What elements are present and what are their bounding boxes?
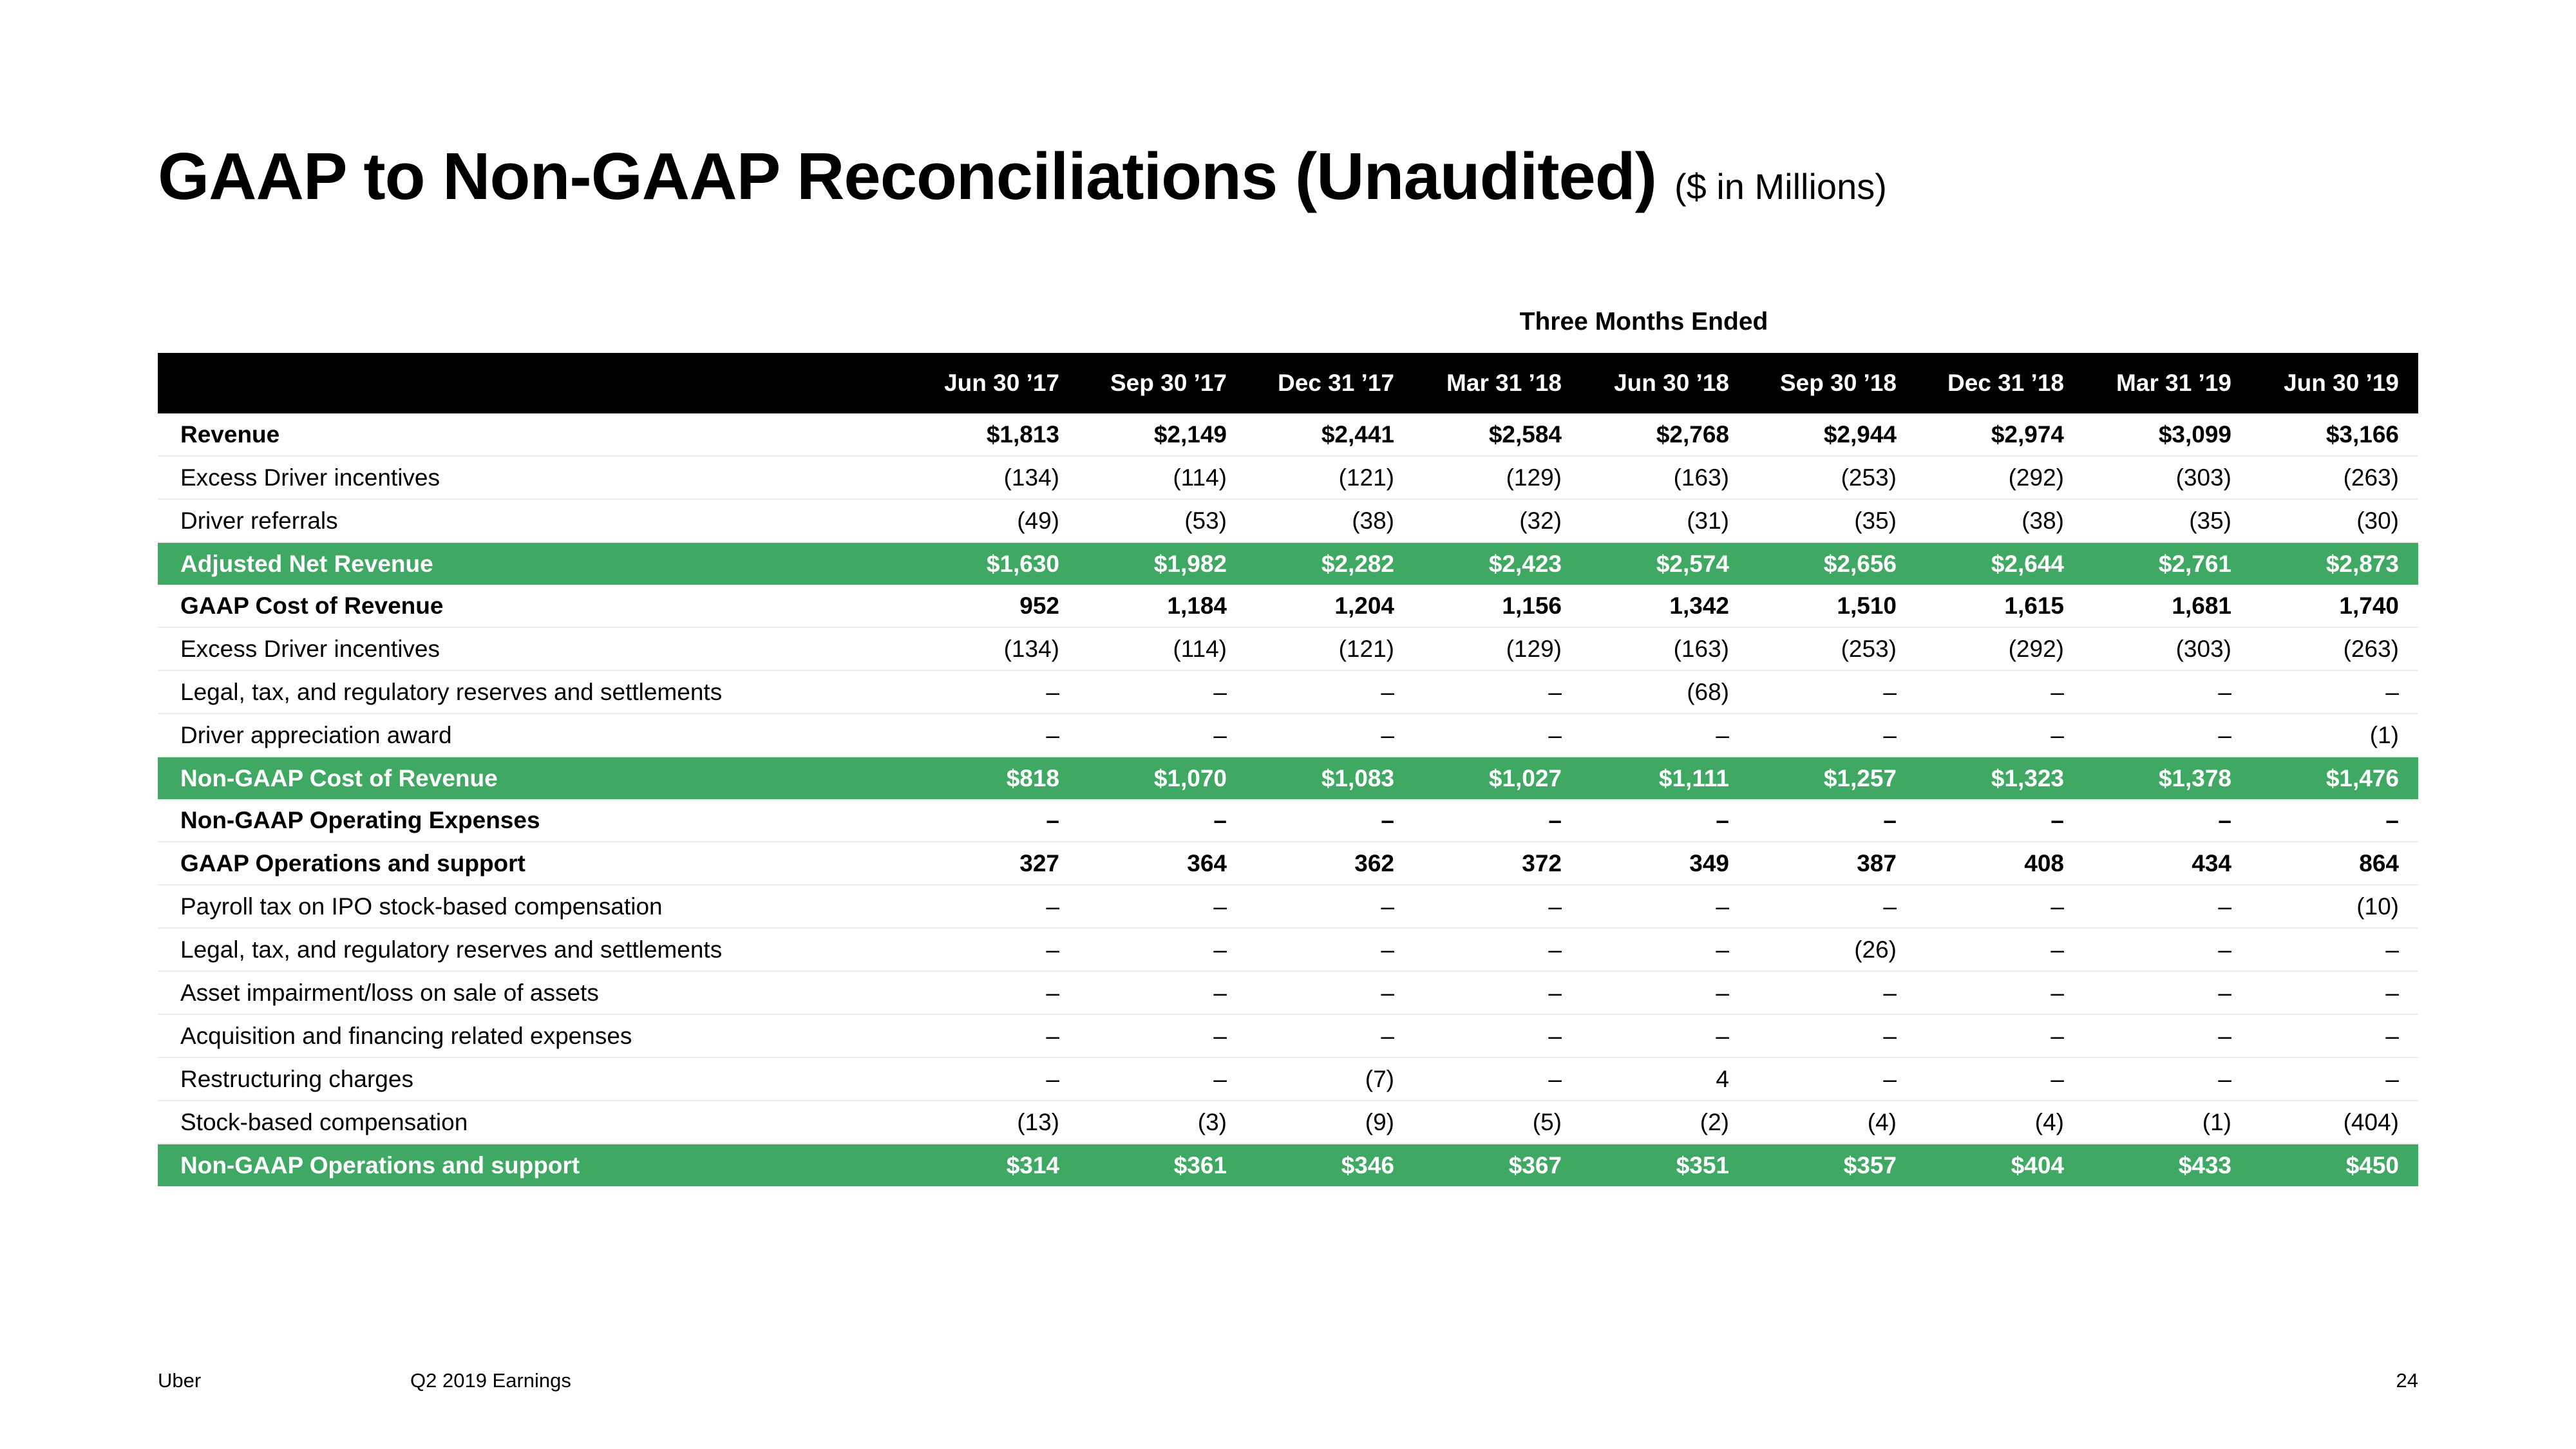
cell-value: $2,574 (1581, 542, 1748, 585)
cell-value: – (2251, 1014, 2418, 1057)
cell-value: 1,740 (2251, 585, 2418, 627)
cell-value: – (1414, 1014, 1581, 1057)
slide-header (158, 138, 1887, 214)
cell-value: – (1079, 1014, 1246, 1057)
cell-value: $1,813 (911, 413, 1079, 456)
cell-value: 4 (1581, 1057, 1748, 1101)
cell-value: $1,027 (1414, 757, 1581, 799)
table-row (158, 885, 2418, 928)
cell-value: – (911, 714, 1079, 757)
cell-value: (68) (1581, 670, 1748, 714)
cell-value: – (1414, 1057, 1581, 1101)
cell-value: – (911, 971, 1079, 1014)
cell-value: – (1581, 799, 1748, 842)
table-row (158, 928, 2418, 971)
cell-value: $314 (911, 1144, 1079, 1186)
cell-value: – (1748, 1057, 1916, 1101)
cell-value: (32) (1414, 499, 1581, 542)
row-label: Legal, tax, and regulatory reserves and settlements (158, 928, 911, 971)
footer-brand: Uber (158, 1369, 202, 1392)
cell-value: (1) (2083, 1101, 2251, 1144)
cell-value: $2,974 (1916, 413, 2083, 456)
cell-value: $2,441 (1246, 413, 1414, 456)
page-subtitle: ($ in Millions) (1674, 166, 1887, 207)
cell-value: 1,510 (1748, 585, 1916, 627)
cell-value: $2,761 (2083, 542, 2251, 585)
row-label: Restructuring charges (158, 1057, 911, 1101)
table-row (158, 842, 2418, 885)
cell-value: (5) (1414, 1101, 1581, 1144)
cell-value: $2,423 (1414, 542, 1581, 585)
reconciliation-table-wrap (158, 353, 2418, 1186)
cell-value: (121) (1246, 456, 1414, 499)
cell-value: $2,768 (1581, 413, 1748, 456)
cell-value: (253) (1748, 627, 1916, 670)
cell-value: – (2083, 1057, 2251, 1101)
cell-value: $367 (1414, 1144, 1581, 1186)
cell-value: 408 (1916, 842, 2083, 885)
cell-value: (35) (2083, 499, 2251, 542)
column-header: Sep 30 ’18 (1748, 353, 1916, 413)
cell-value: (292) (1916, 627, 2083, 670)
cell-value: (53) (1079, 499, 1246, 542)
cell-value: (303) (2083, 456, 2251, 499)
cell-value: – (1246, 971, 1414, 1014)
cell-value: – (1748, 971, 1916, 1014)
cell-value: – (2251, 928, 2418, 971)
cell-value: 349 (1581, 842, 1748, 885)
cell-value: (4) (1748, 1101, 1916, 1144)
cell-value: – (2083, 1014, 2251, 1057)
cell-value: – (1079, 714, 1246, 757)
cell-value: – (1079, 1057, 1246, 1101)
row-label: Driver referrals (158, 499, 911, 542)
cell-value: – (1079, 670, 1246, 714)
header-label-col (158, 353, 911, 413)
cell-value: – (1414, 799, 1581, 842)
table-supertitle: Three Months Ended (1519, 308, 1768, 336)
cell-value: – (1414, 714, 1581, 757)
row-label: Acquisition and financing related expenses (158, 1014, 911, 1057)
cell-value: $1,257 (1748, 757, 1916, 799)
cell-value: (38) (1916, 499, 2083, 542)
cell-value: 952 (911, 585, 1079, 627)
table-row (158, 1057, 2418, 1101)
cell-value: – (1414, 971, 1581, 1014)
table-row (158, 799, 2418, 842)
reconciliation-table (158, 353, 2418, 1186)
cell-value: (114) (1079, 456, 1246, 499)
cell-value: – (1916, 928, 2083, 971)
cell-value: – (1246, 1014, 1414, 1057)
cell-value: (163) (1581, 456, 1748, 499)
table-row (158, 499, 2418, 542)
cell-value: $1,982 (1079, 542, 1246, 585)
row-label: Excess Driver incentives (158, 627, 911, 670)
cell-value: $1,070 (1079, 757, 1246, 799)
row-label: Non-GAAP Operating Expenses (158, 799, 911, 842)
cell-value: – (1246, 670, 1414, 714)
cell-value: $361 (1079, 1144, 1246, 1186)
row-label: GAAP Operations and support (158, 842, 911, 885)
cell-value: – (2083, 799, 2251, 842)
cell-value: 327 (911, 842, 1079, 885)
row-label: Asset impairment/loss on sale of assets (158, 971, 911, 1014)
table-row (158, 1144, 2418, 1186)
row-label: Revenue (158, 413, 911, 456)
cell-value: (7) (1246, 1057, 1414, 1101)
cell-value: (49) (911, 499, 1079, 542)
cell-value: (1) (2251, 714, 2418, 757)
cell-value: – (1916, 885, 2083, 928)
cell-value: (263) (2251, 627, 2418, 670)
row-label: Stock-based compensation (158, 1101, 911, 1144)
cell-value: – (1748, 670, 1916, 714)
cell-value: 372 (1414, 842, 1581, 885)
cell-value: (134) (911, 456, 1079, 499)
cell-value: (134) (911, 627, 1079, 670)
cell-value: – (1916, 1057, 2083, 1101)
cell-value: $357 (1748, 1144, 1916, 1186)
cell-value: $2,656 (1748, 542, 1916, 585)
page-title: GAAP to Non-GAAP Reconciliations (Unaudited) (158, 139, 1657, 213)
cell-value: (2) (1581, 1101, 1748, 1144)
cell-value: – (1246, 799, 1414, 842)
table-row (158, 757, 2418, 799)
cell-value: – (1748, 799, 1916, 842)
cell-value: – (911, 799, 1079, 842)
cell-value: $2,644 (1916, 542, 2083, 585)
column-header: Dec 31 ’18 (1916, 353, 2083, 413)
row-label: Non-GAAP Operations and support (158, 1144, 911, 1186)
cell-value: – (2251, 799, 2418, 842)
cell-value: (263) (2251, 456, 2418, 499)
cell-value: – (2083, 971, 2251, 1014)
cell-value: – (911, 670, 1079, 714)
cell-value: – (1748, 1014, 1916, 1057)
cell-value: – (1414, 670, 1581, 714)
table-row (158, 670, 2418, 714)
footer-page-number: 24 (2396, 1369, 2418, 1392)
cell-value: (253) (1748, 456, 1916, 499)
cell-value: – (1748, 885, 1916, 928)
cell-value: 364 (1079, 842, 1246, 885)
cell-value: – (2251, 1057, 2418, 1101)
cell-value: – (911, 928, 1079, 971)
cell-value: – (2083, 670, 2251, 714)
cell-value: – (1581, 714, 1748, 757)
cell-value: – (1581, 971, 1748, 1014)
column-header: Jun 30 ’18 (1581, 353, 1748, 413)
cell-value: $433 (2083, 1144, 2251, 1186)
table-row (158, 542, 2418, 585)
cell-value: $1,630 (911, 542, 1079, 585)
cell-value: – (2251, 670, 2418, 714)
column-header: Jun 30 ’19 (2251, 353, 2418, 413)
cell-value: – (911, 1014, 1079, 1057)
cell-value: – (911, 1057, 1079, 1101)
cell-value: – (2083, 885, 2251, 928)
row-label: Adjusted Net Revenue (158, 542, 911, 585)
table-row (158, 1101, 2418, 1144)
cell-value: (163) (1581, 627, 1748, 670)
cell-value: – (2083, 714, 2251, 757)
cell-value: – (1079, 885, 1246, 928)
cell-value: – (2251, 971, 2418, 1014)
table-row (158, 971, 2418, 1014)
cell-value: 1,681 (2083, 585, 2251, 627)
cell-value: $1,111 (1581, 757, 1748, 799)
cell-value: (129) (1414, 627, 1581, 670)
table-row (158, 1014, 2418, 1057)
cell-value: $346 (1246, 1144, 1414, 1186)
cell-value: – (1748, 714, 1916, 757)
cell-value: (35) (1748, 499, 1916, 542)
cell-value: $1,476 (2251, 757, 2418, 799)
column-header: Mar 31 ’18 (1414, 353, 1581, 413)
cell-value: $818 (911, 757, 1079, 799)
row-label: Legal, tax, and regulatory reserves and settlements (158, 670, 911, 714)
cell-value: 1,156 (1414, 585, 1581, 627)
cell-value: $2,282 (1246, 542, 1414, 585)
cell-value: – (1079, 971, 1246, 1014)
column-header: Jun 30 ’17 (911, 353, 1079, 413)
cell-value: (31) (1581, 499, 1748, 542)
table-row (158, 413, 2418, 456)
cell-value: (30) (2251, 499, 2418, 542)
cell-value: 434 (2083, 842, 2251, 885)
cell-value: – (1246, 928, 1414, 971)
cell-value: – (1414, 885, 1581, 928)
reconciliation-table-body (158, 413, 2418, 1186)
row-label: Non-GAAP Cost of Revenue (158, 757, 911, 799)
row-label: Excess Driver incentives (158, 456, 911, 499)
cell-value: 362 (1246, 842, 1414, 885)
cell-value: – (1246, 714, 1414, 757)
cell-value: – (1581, 1014, 1748, 1057)
cell-value: (9) (1246, 1101, 1414, 1144)
column-header: Dec 31 ’17 (1246, 353, 1414, 413)
cell-value: 387 (1748, 842, 1916, 885)
cell-value: – (1079, 799, 1246, 842)
row-label: Driver appreciation award (158, 714, 911, 757)
table-header-row (158, 353, 2418, 413)
cell-value: 1,615 (1916, 585, 2083, 627)
cell-value: – (1246, 885, 1414, 928)
cell-value: (4) (1916, 1101, 2083, 1144)
row-label: GAAP Cost of Revenue (158, 585, 911, 627)
cell-value: $1,323 (1916, 757, 2083, 799)
table-row (158, 627, 2418, 670)
cell-value: – (1916, 670, 2083, 714)
cell-value: (121) (1246, 627, 1414, 670)
column-header: Sep 30 ’17 (1079, 353, 1246, 413)
cell-value: $351 (1581, 1144, 1748, 1186)
cell-value: (26) (1748, 928, 1916, 971)
cell-value: – (1916, 799, 2083, 842)
cell-value: (303) (2083, 627, 2251, 670)
cell-value: 1,342 (1581, 585, 1748, 627)
cell-value: $2,149 (1079, 413, 1246, 456)
cell-value: 1,184 (1079, 585, 1246, 627)
cell-value: (10) (2251, 885, 2418, 928)
cell-value: $2,584 (1414, 413, 1581, 456)
cell-value: 864 (2251, 842, 2418, 885)
cell-value: (129) (1414, 456, 1581, 499)
cell-value: – (2083, 928, 2251, 971)
cell-value: 1,204 (1246, 585, 1414, 627)
row-label: Payroll tax on IPO stock-based compensation (158, 885, 911, 928)
cell-value: $450 (2251, 1144, 2418, 1186)
footer-context: Q2 2019 Earnings (410, 1369, 571, 1392)
cell-value: – (1916, 714, 2083, 757)
cell-value: – (1581, 928, 1748, 971)
cell-value: – (911, 885, 1079, 928)
cell-value: (38) (1246, 499, 1414, 542)
cell-value: (3) (1079, 1101, 1246, 1144)
table-row (158, 585, 2418, 627)
cell-value: (13) (911, 1101, 1079, 1144)
table-row (158, 456, 2418, 499)
cell-value: $1,083 (1246, 757, 1414, 799)
cell-value: (114) (1079, 627, 1246, 670)
cell-value: (292) (1916, 456, 2083, 499)
table-row (158, 714, 2418, 757)
cell-value: $1,378 (2083, 757, 2251, 799)
cell-value: $3,166 (2251, 413, 2418, 456)
cell-value: – (1916, 971, 2083, 1014)
column-header: Mar 31 ’19 (2083, 353, 2251, 413)
cell-value: – (1916, 1014, 2083, 1057)
cell-value: $3,099 (2083, 413, 2251, 456)
cell-value: – (1414, 928, 1581, 971)
cell-value: – (1079, 928, 1246, 971)
cell-value: $2,873 (2251, 542, 2418, 585)
cell-value: $404 (1916, 1144, 2083, 1186)
cell-value: (404) (2251, 1101, 2418, 1144)
cell-value: $2,944 (1748, 413, 1916, 456)
cell-value: – (1581, 885, 1748, 928)
